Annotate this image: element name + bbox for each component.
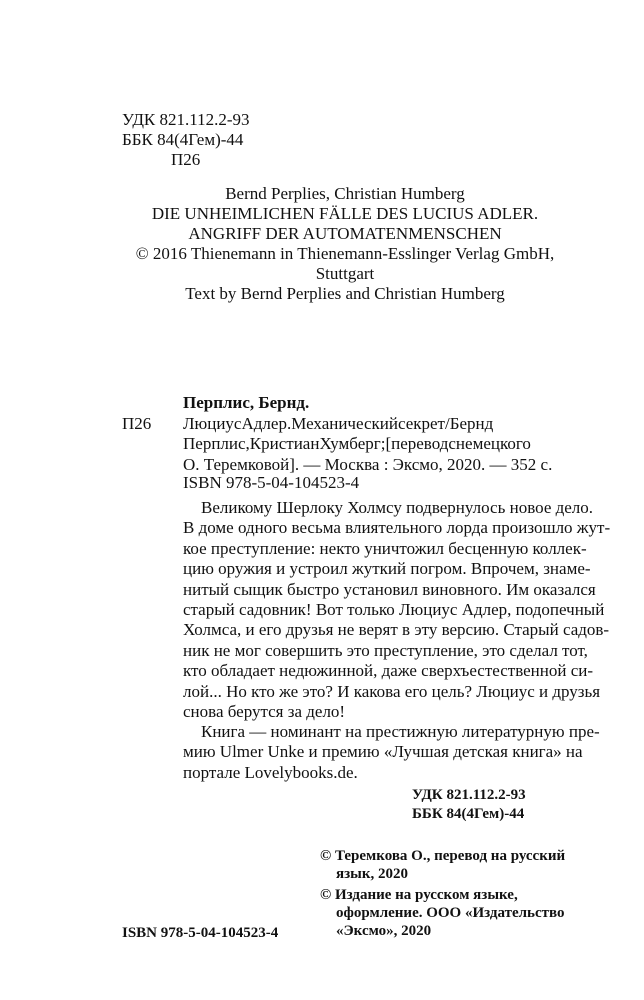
bibliographic-heading: Перплис, Бернд. [183,393,310,412]
original-title-line2: ANGRIFF DER AUTOMATENMENSCHEN [188,224,502,243]
translation-copyright [320,847,565,883]
bbk-code: ББК 84(4Гем)-44 [122,130,244,149]
annotation-line: снова берутся за дело! [183,702,346,722]
edition-copyright-line: «Эксмо», 2020 [336,923,432,939]
annotation-line: Книга — номинант на престижную литературную пре- [201,722,600,741]
annotation-line: старый садовник! Вот только Люциус Адлер, подопечный [183,600,605,620]
edition-copyright-line: © Издание на русском языке, [320,887,518,903]
annotation-line: В доме одного весьма влиятельного лорда произошло жут- [183,518,611,538]
annotation-line: Холмса, и его друзья не верят в эту версию. Старый садов- [183,620,610,640]
text-by-credit: Text by Bernd Perplies and Christian Humberg [185,284,505,303]
bottom-bbk-code: ББК 84(4Гем)-44 [412,806,525,822]
annotation-line: Великому Шерлоку Холмсу подвернулось новое дело. [201,498,594,517]
annotation-line: портале Lovelybooks.de. [183,762,358,782]
original-copyright-line2: Stuttgart [315,264,375,283]
bibliographic-description [183,414,553,475]
annotation-line: ник не мог совершить это преступление, это сделал тот, [183,640,588,660]
annotation-line: мию Ulmer Unke и премию «Лучшая детская книга» на [183,742,583,762]
bibliographic-isbn: ISBN 978-5-04-104523-4 [183,473,360,492]
original-authors: Bernd Perplies, Christian Humberg [225,184,465,203]
footer-isbn: ISBN 978-5-04-104523-4 [122,925,279,941]
annotation-paragraph-1 [183,498,611,722]
annotation-paragraph-2 [183,722,600,783]
edition-copyright-line: оформление. ООО «Издательство [336,905,565,921]
description-line: ЛюциусАдлер.Механическийсекрет/Бернд [183,414,494,433]
original-title-line1: DIE UNHEIMLICHEN FÄLLE DES LUCIUS ADLER. [151,204,539,223]
annotation-line: нитый сыщик быстро установил виновного. Им оказался [183,579,596,599]
original-copyright-line1: © 2016 Thienemann in Thienemann-Esslinger Verlag GmbH, [135,244,555,263]
author-mark: П26 [171,150,201,169]
description-line: Перплис,КристианХумберг;[переводснемецкого [183,434,531,454]
description-line: О. Теремковой]. — Москва : Эксмо, 2020. — 352 с. [183,454,553,474]
annotation-line: кто обладает недюжинной, даже сверхъестественной си- [183,661,594,681]
edition-copyright [320,886,565,940]
bibliographic-mark: П26 [122,414,152,433]
udk-code: УДК 821.112.2-93 [122,110,250,129]
translation-copyright-line: язык, 2020 [336,866,408,882]
translation-copyright-line: © Теремкова О., перевод на русский [320,848,566,864]
annotation-line: цию оружия и устроил жуткий погром. Впрочем, знаме- [183,559,591,579]
annotation-line: лой... Но кто же это? И какова его цель? Люциус и друзья [183,681,601,701]
bottom-udk-code: УДК 821.112.2-93 [412,787,526,803]
annotation-line: кое преступление: некто уничтожил бесценную коллек- [183,538,587,558]
